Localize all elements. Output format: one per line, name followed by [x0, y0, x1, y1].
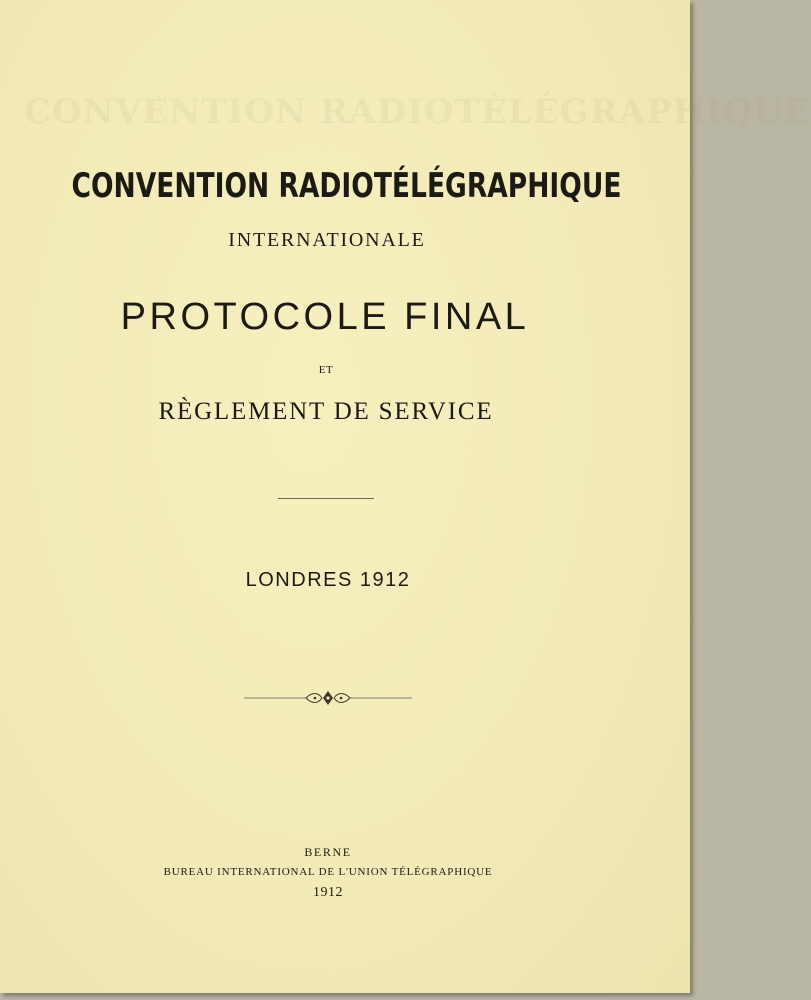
imprint-city: BERNE — [304, 845, 352, 859]
divider-rule — [278, 498, 374, 499]
regulations-title: RÈGLEMENT DE SERVICE — [158, 398, 494, 425]
ornament-icon — [244, 688, 412, 708]
bleed-through-text: CONVENTION RADIOTÉLÉGRAPHIQUE — [24, 92, 811, 132]
place-date: LONDRES 1912 — [245, 569, 411, 591]
convention-title: CONVENTION RADIOTÉLÉGRAPHIQUE — [71, 166, 622, 206]
imprint-year: 1912 — [313, 885, 343, 900]
convention-subtitle: INTERNATIONALE — [228, 229, 426, 251]
protocol-title: PROTOCOLE FINAL — [120, 296, 530, 338]
conjunction-text: ET — [318, 364, 334, 376]
imprint-publisher: BUREAU INTERNATIONAL DE L'UNION TÉLÉGRAPHIQUE — [163, 866, 493, 878]
